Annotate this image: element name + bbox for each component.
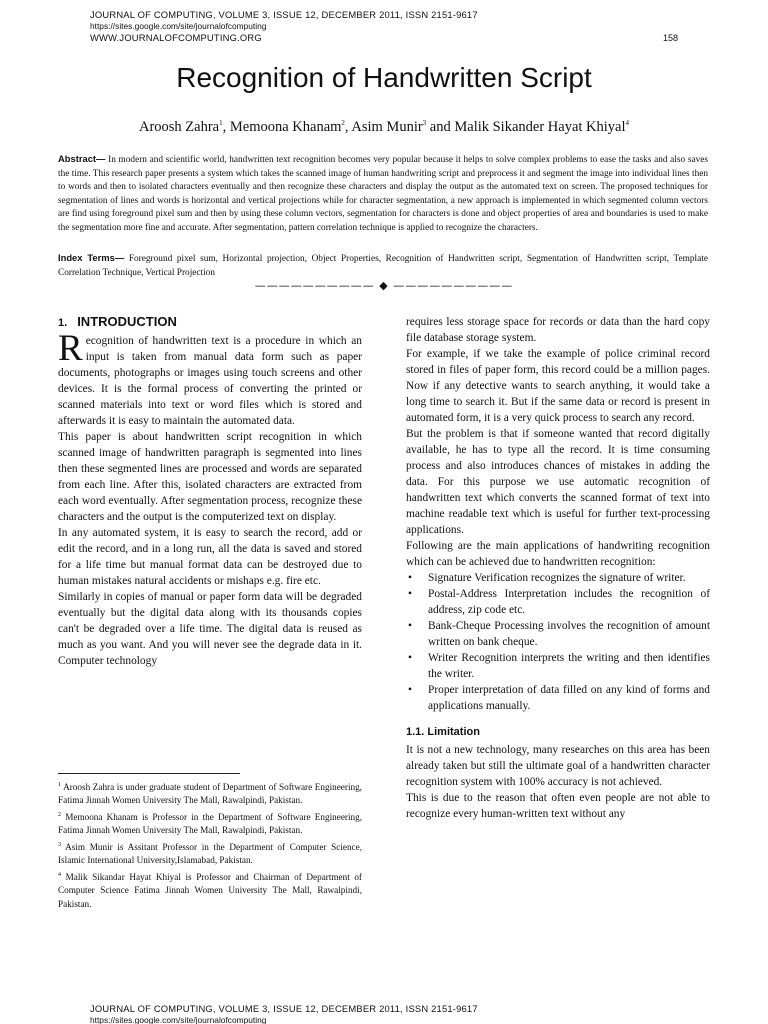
list-item-text: Signature Verification recognizes the signature of writer.	[428, 572, 686, 584]
body-paragraph: Following are the main applications of handwriting recognition which can be achieved due to handwritten recognition:	[406, 540, 710, 568]
body-paragraph: For example, if we take the example of police criminal record stored in files of paper form, this record could be a million pages. Now if any detective wants to search anything, it would take a long time to search it. But if the same data or record is present in automated form, it is a very quick process to search any record.	[406, 348, 710, 424]
running-header	[90, 9, 680, 44]
footnote	[58, 779, 362, 808]
running-footer	[90, 1003, 680, 1024]
applications-list	[406, 570, 710, 714]
journal-url: https://sites.google.com/site/journalofcomputing	[90, 21, 267, 31]
journal-info: JOURNAL OF COMPUTING, VOLUME 3, ISSUE 12, DECEMBER 2011, ISSN 2151-9617	[90, 9, 478, 20]
paper-title: Recognition of Handwritten Script	[176, 62, 592, 93]
author-name: Malik Sikander Hayat Khiyal	[454, 119, 626, 135]
footnote-mark: 4	[58, 871, 61, 878]
bullet-icon: •	[408, 620, 412, 632]
abstract-label: Abstract—	[58, 153, 106, 164]
bullet-icon: •	[408, 572, 412, 584]
author-separator: ,	[222, 119, 230, 135]
footnotes	[58, 779, 362, 912]
list-item-text: Proper interpretation of data filled on any kind of forms and applications manually.	[428, 684, 710, 712]
footnote-mark: 2	[58, 811, 61, 818]
list-item-text: Bank-Cheque Processing involves the recognition of amount written on bank cheque.	[428, 620, 710, 648]
author-mark: 4	[625, 119, 629, 128]
drop-cap: R	[58, 328, 83, 369]
body-paragraph: Similarly in copies of manual or paper form data will be degraded eventually but the digital data along with its thousands copies can't be degraded over a life time. The digital data is reused as much as you want. And you will never see the degrade data in it. Computer technology	[58, 591, 362, 667]
author-separator: and	[426, 119, 455, 135]
journal-website: WWW.JOURNALOFCOMPUTING.ORG	[90, 32, 262, 43]
bullet-icon: •	[408, 684, 412, 696]
author-name: Asim Munir	[351, 119, 423, 135]
footnote-text: Asim Munir is Assitant Professor in the Department of Computer Science, Islamic International University,Islamabad, Pakistan.	[58, 841, 362, 866]
author-name: Memoona Khanam	[229, 119, 342, 135]
list-item	[406, 618, 710, 650]
bullet-icon: •	[408, 652, 412, 664]
list-item-text: Postal-Address Interpretation includes the recognition of address, zip code etc.	[428, 588, 710, 616]
section-number: 1.	[58, 317, 68, 329]
author-mark: 1	[219, 119, 223, 128]
intro-paragraph-text: ecognition of handwritten text is a procedure in which an input is taken from manual data form such as paper documents, photographs or images using touch screens and other devices. It is the formal process of converting the printed or scanned materials into text or word files which is stored and afterwards it is easy to maintain the automated data.	[58, 335, 362, 427]
footnote	[58, 809, 362, 838]
page-number: 158	[662, 33, 678, 43]
footnote-text: Malik Sikandar Hayat Khiyal is Professor and Chairman of Department of Computer Science Fatima Jinnah Women University The Mall, Rawalpindi, Pakistan.	[58, 871, 362, 909]
list-item-text: Writer Recognition interprets the writing and then identifies the writer.	[428, 652, 710, 680]
footnote-mark: 1	[58, 782, 61, 788]
list-item	[406, 586, 710, 618]
author-mark: 3	[422, 119, 427, 128]
author-name: Aroosh Zahra	[138, 119, 220, 135]
body-paragraph: This paper is about handwritten script recognition in which scanned image of handwritten paragraph is segmented into lines then these segmented lines are processed and words are separated from each line. After this, isolated characters are extracted from each word eventually. After segmentation process, recognize these characters and the output is the computerized text on display.	[58, 431, 362, 523]
footnote-rule	[58, 773, 240, 774]
list-item	[406, 650, 710, 682]
right-column	[406, 314, 710, 822]
index-terms	[58, 251, 708, 280]
body-paragraph: It is not a new technology, many researches on this area has been already taken but still the ultimate goal of a handwritten character recognition system with 100% accuracy is not achieved.	[406, 744, 710, 788]
intro-paragraph	[58, 328, 362, 429]
body-paragraph: This is due to the reason that often even people are not able to recognize every human-written text without any	[406, 792, 710, 820]
footer-journal-info: JOURNAL OF COMPUTING, VOLUME 3, ISSUE 12, DECEMBER 2011, ISSN 2151-9617	[90, 1003, 478, 1014]
footnote	[58, 839, 362, 868]
left-column	[58, 314, 362, 669]
footer-url: https://sites.google.com/site/journalofcomputing	[90, 1015, 267, 1024]
footnote-text: Aroosh Zahra is under graduate student of Department of Software Engineering, Fatima Jinnah Women University The Mall, Rawalpindi, Pakistan.	[58, 782, 362, 806]
section-title: INTRODUCTION	[77, 314, 177, 329]
list-item	[406, 570, 710, 586]
footnote-mark: 3	[58, 841, 61, 848]
list-item	[406, 682, 710, 714]
body-paragraph: But the problem is that if someone wanted that record digitally available, he has to type all the record. It is time consuming process and also introduces chances of mistakes in adding the data. For this purpose we use automatic recognition of handwritten text which converts the scanned format of text into machine readable text which is useful for further text-processing applications.	[406, 428, 710, 536]
section-heading-limitation: 1.1. Limitation	[406, 726, 480, 738]
bullet-icon: •	[408, 588, 412, 600]
abstract	[58, 152, 708, 236]
section-heading-introduction	[58, 314, 362, 331]
section-divider: —————————— ◆ ——————————	[254, 279, 514, 292]
author-separator: ,	[344, 119, 352, 135]
author-list	[0, 119, 768, 136]
body-paragraph: In any automated system, it is easy to search the record, add or edit the record, and in a long run, all the data is saved and stored for a life time but manual format data can be destroyed due to human mistakes natural accidents or mishaps e.g. fire etc.	[58, 527, 362, 587]
footnote	[58, 869, 362, 911]
author-mark: 2	[341, 119, 345, 128]
body-paragraph: requires less storage space for records or data than the hard copy file database storage system.	[406, 316, 710, 344]
index-terms-label: Index Terms—	[58, 252, 125, 263]
index-terms-text: Foreground pixel sum, Horizontal projection, Object Properties, Recognition of Handwritten script, Segmentation of Handwritten script, Template Correlation Technique, Vertical Projection	[58, 254, 708, 278]
abstract-text: In modern and scientific world, handwritten text recognition becomes very popular because it helps to solve complex problems to ease the tasks and also saves the time. This research paper presents a system which takes the scanned image of human handwriting script and preprocess it and segment the image into individual lines then to words and then to isolated characters eventually and then recognize these characters and display the output as the automated text on screen. The proposed techniques for segmentation of lines and words is horizontal and vertical projections while for character segmentation, a new approach is implemented in which segmented column vectors are find using foreground pixel sum and then by using these column vectors, segmentation for characters is done and object properties of area and boundaries is used to make the segmentation more fine and accurate. After segmentation, pattern correlation technique is applied to recognize the characters.	[58, 155, 708, 233]
footnote-text: Memoona Khanam is Professor in the Department of Software Engineering, Fatima Jinnah Women University The Mall, Rawalpindi, Pakistan.	[58, 811, 362, 836]
